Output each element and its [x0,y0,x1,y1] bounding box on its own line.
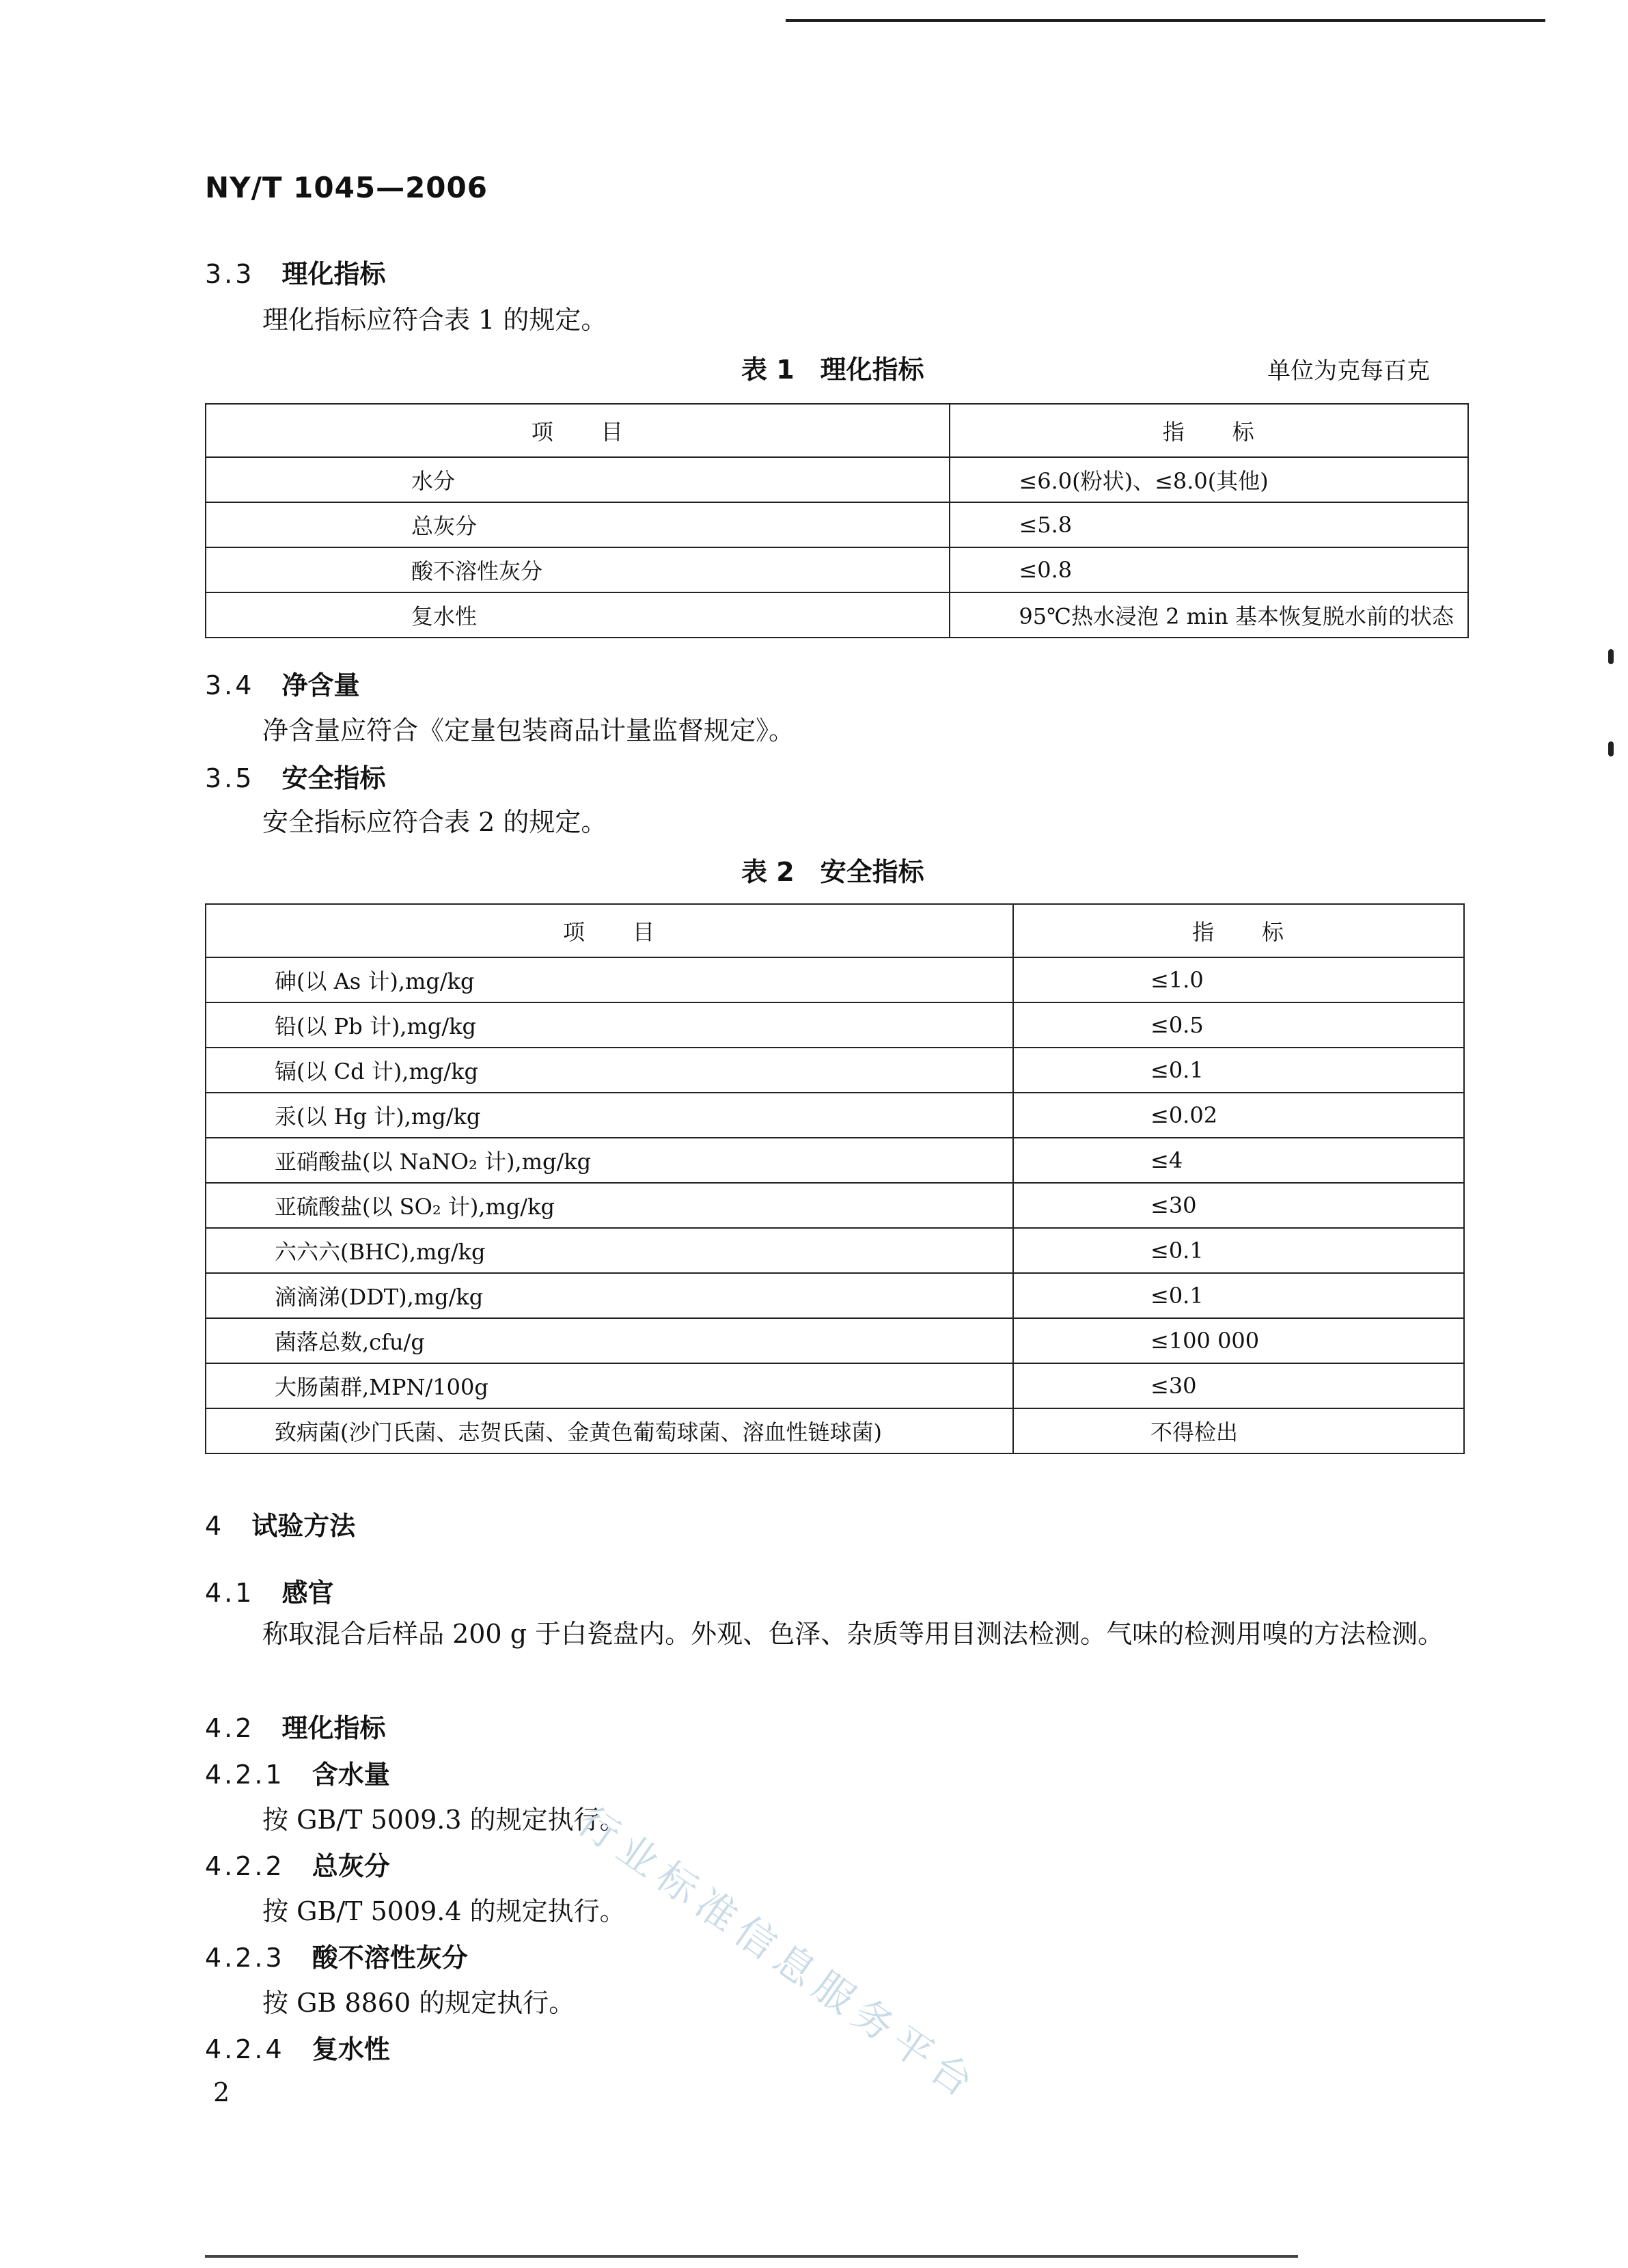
table-row [206,1138,1464,1183]
table-row [206,592,1468,638]
table-cell: ≤30 [1013,1363,1464,1408]
section-3-3-text: 理化指标应符合表 1 的规定。 [262,305,607,335]
section-number: 4.2.4 [205,2034,285,2064]
table-cell: 汞(以 Hg 计),mg/kg [206,1093,1013,1138]
table-cell: 95℃热水浸泡 2 min 基本恢复脱水前的状态 [950,592,1468,638]
table-cell: 菌落总数,cfu/g [206,1318,1013,1363]
table-cell: 水分 [206,457,950,502]
section-title: 理化指标 [281,259,386,289]
section-number: 3.4 [205,670,255,700]
section-number: 4 [205,1511,225,1541]
section-number: 3.3 [205,259,255,289]
table-row [206,957,1464,1002]
section-4-1-heading [205,1572,333,1609]
table-cell: ≤1.0 [1013,957,1464,1002]
table-cell: 滴滴涕(DDT),mg/kg [206,1273,1013,1318]
table-cell: ≤0.1 [1013,1228,1464,1273]
table-cell: 亚硫酸盐(以 SO₂ 计),mg/kg [206,1183,1013,1228]
table-cell: ≤0.1 [1013,1273,1464,1318]
section-4-2-3-heading [205,1937,468,1974]
table-cell: 总灰分 [206,502,950,547]
section-3-5-text: 安全指标应符合表 2 的规定。 [262,807,607,837]
table-row [206,1048,1464,1093]
section-title: 净含量 [281,670,360,700]
section-3-5-heading [205,757,385,795]
section-number: 4.2.2 [205,1851,285,1881]
table-header-cell: 项 目 [206,904,1013,957]
table-cell: ≤0.5 [1013,1002,1464,1048]
table-cell: ≤30 [1013,1183,1464,1228]
section-title: 安全指标 [281,763,386,793]
page-number: 2 [213,2077,230,2107]
table1-caption: 表 1 理化指标 [741,355,924,385]
table-row [206,457,1468,502]
section-3-4-text: 净含量应符合《定量包装商品计量监督规定》。 [262,715,795,746]
table-row [206,502,1468,547]
table-row [206,1363,1464,1408]
document-number: NY/T 1045—2006 [205,171,488,204]
section-4-2-heading [205,1707,385,1745]
section-title: 总灰分 [312,1851,390,1881]
table-cell: 酸不溶性灰分 [206,547,950,592]
table-header-cell: 项 目 [206,404,950,457]
section-number: 4.2.3 [205,1943,285,1973]
section-number: 4.1 [205,1578,255,1608]
scan-mark [1608,649,1614,664]
table-cell: ≤4 [1013,1138,1464,1183]
section-4-2-2-text: 按 GB/T 5009.4 的规定执行。 [262,1896,626,1926]
table-cell: 复水性 [206,592,950,638]
table-row [206,1273,1464,1318]
section-title: 试验方法 [251,1511,356,1541]
table-cell: 六六六(BHC),mg/kg [206,1228,1013,1273]
section-title: 酸不溶性灰分 [312,1943,468,1973]
section-title: 理化指标 [281,1713,386,1743]
table-cell: 大肠菌群,MPN/100g [206,1363,1013,1408]
section-4-2-4-heading [205,2028,390,2066]
table-header-cell: 指 标 [1013,904,1464,957]
table-header-row [206,404,1468,457]
section-number: 3.5 [205,763,255,793]
table-cell: 铅(以 Pb 计),mg/kg [206,1002,1013,1048]
section-title: 感官 [281,1578,334,1608]
section-number: 4.2 [205,1713,255,1743]
table-row [206,1183,1464,1228]
section-4-2-1-heading [205,1753,390,1791]
table-cell: 不得检出 [1013,1408,1464,1453]
section-4-2-3-text: 按 GB 8860 的规定执行。 [262,1988,575,2018]
table-cell: 亚硝酸盐(以 NaNO₂ 计),mg/kg [206,1138,1013,1183]
table-cell: ≤6.0(粉状)、≤8.0(其他) [950,457,1468,502]
watermark: 行业标准信息服务平台 [569,1797,988,2110]
section-3-3-heading [205,253,385,290]
scan-mark [1608,741,1614,756]
table-cell: 镉(以 Cd 计),mg/kg [206,1048,1013,1093]
section-4-1-text: 称取混合后样品 200 g 于白瓷盘内。外观、色泽、杂质等用目测法检测。气味的检测用嗅的方法检测。 [262,1619,1444,1649]
table2 [205,903,1465,1454]
table2-caption: 表 2 安全指标 [741,857,924,887]
table-row [206,1228,1464,1273]
table-cell: ≤5.8 [950,502,1468,547]
table-cell: 致病菌(沙门氏菌、志贺氏菌、金黄色葡萄球菌、溶血性链球菌) [206,1408,1013,1453]
table-row [206,1002,1464,1048]
table-row [206,1318,1464,1363]
section-title: 复水性 [312,2034,390,2064]
section-3-4-heading [205,664,359,702]
section-title: 含水量 [312,1760,390,1790]
table1 [205,403,1469,638]
table-cell: ≤0.1 [1013,1048,1464,1093]
table-cell: 砷(以 As 计),mg/kg [206,957,1013,1002]
header-rule [786,19,1545,22]
section-number: 4.2.1 [205,1760,285,1790]
table-header-cell: 指 标 [950,404,1468,457]
bottom-rule [205,2255,1298,2258]
table-cell: ≤100 000 [1013,1318,1464,1363]
table-row [206,1093,1464,1138]
section-4-heading [205,1505,355,1542]
table-cell: ≤0.8 [950,547,1468,592]
section-4-2-1-text: 按 GB/T 5009.3 的规定执行。 [262,1805,626,1835]
table-header-row [206,904,1464,957]
section-4-2-2-heading [205,1845,390,1883]
table-row [206,1408,1464,1453]
table-cell: ≤0.02 [1013,1093,1464,1138]
table-row [206,547,1468,592]
table1-unit: 单位为克每百克 [1267,357,1430,385]
